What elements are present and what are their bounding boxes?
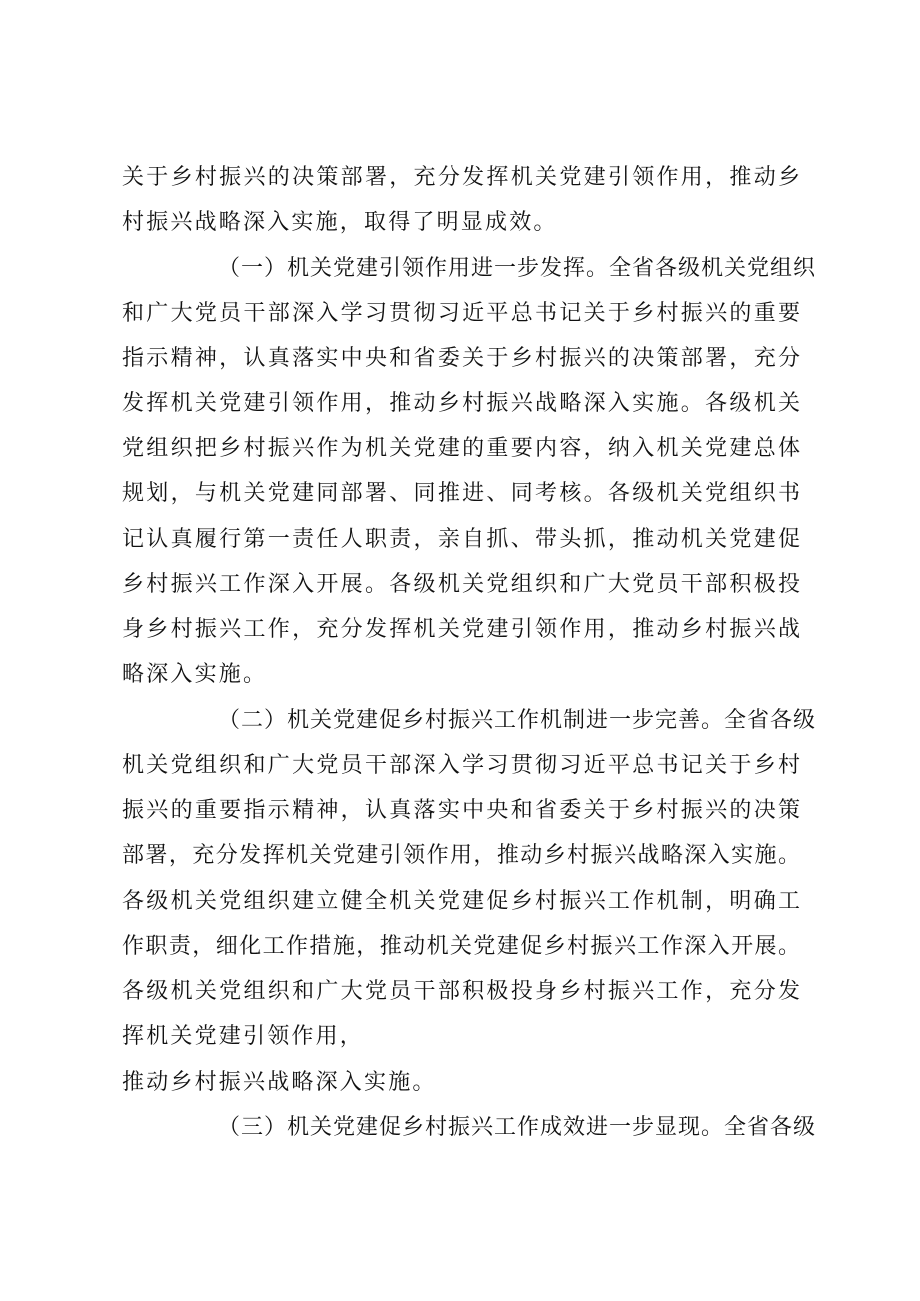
text-line: 规划，与机关党建同部署、同推进、同考核。各级机关党组织书 [122,481,801,506]
section-heading-1: （一）机关党建引领作用进一步发挥。全省各级机关党组织 [218,256,817,281]
text-line: 身乡村振兴工作，充分发挥机关党建引领作用，推动乡村振兴战 [122,617,801,642]
text-line: 和广大党员干部深入学习贯彻习近平总书记关于乡村振兴的重要 [122,301,801,326]
text-line: 略深入实施。 [122,662,268,687]
text-line: 部署，充分发挥机关党建引领作用，推动乡村振兴战略深入实施。 [122,843,801,868]
text-line: 记认真履行第一责任人职责，亲自抓、带头抓，推动机关党建促 [122,527,801,552]
text-line: 振兴的重要指示精神，认真落实中央和省委关于乡村振兴的决策 [122,798,801,823]
text-line: 作职责，细化工作措施，推动机关党建促乡村振兴工作深入开展。 [122,934,801,959]
text-line: 机关党组织和广大党员干部深入学习贯彻习近平总书记关于乡村 [122,753,801,778]
text-line: 各级机关党组织和广大党员干部积极投身乡村振兴工作，充分发 [122,979,801,1004]
text-line: 挥机关党建引领作用， [122,1024,365,1049]
section-heading-2: （二）机关党建促乡村振兴工作机制进一步完善。全省各级 [218,708,817,733]
text-line: 发挥机关党建引领作用，推动乡村振兴战略深入实施。各级机关 [122,391,801,416]
text-line: 各级机关党组织建立健全机关党建促乡村振兴工作机制，明确工 [122,889,801,914]
text-line: 村振兴战略深入实施，取得了明显成效。 [122,210,558,235]
text-line: 推动乡村振兴战略深入实施。 [122,1070,437,1095]
text-line: 乡村振兴工作深入开展。各级机关党组织和广大党员干部积极投 [122,572,801,597]
text-line: 关于乡村振兴的决策部署，充分发挥机关党建引领作用，推动乡 [122,165,801,190]
section-heading-3: （三）机关党建促乡村振兴工作成效进一步显现。全省各级 [218,1115,817,1140]
text-line: 党组织把乡村振兴作为机关党建的重要内容，纳入机关党建总体 [122,436,801,461]
text-line: 指示精神，认真落实中央和省委关于乡村振兴的决策部署，充分 [122,346,801,371]
